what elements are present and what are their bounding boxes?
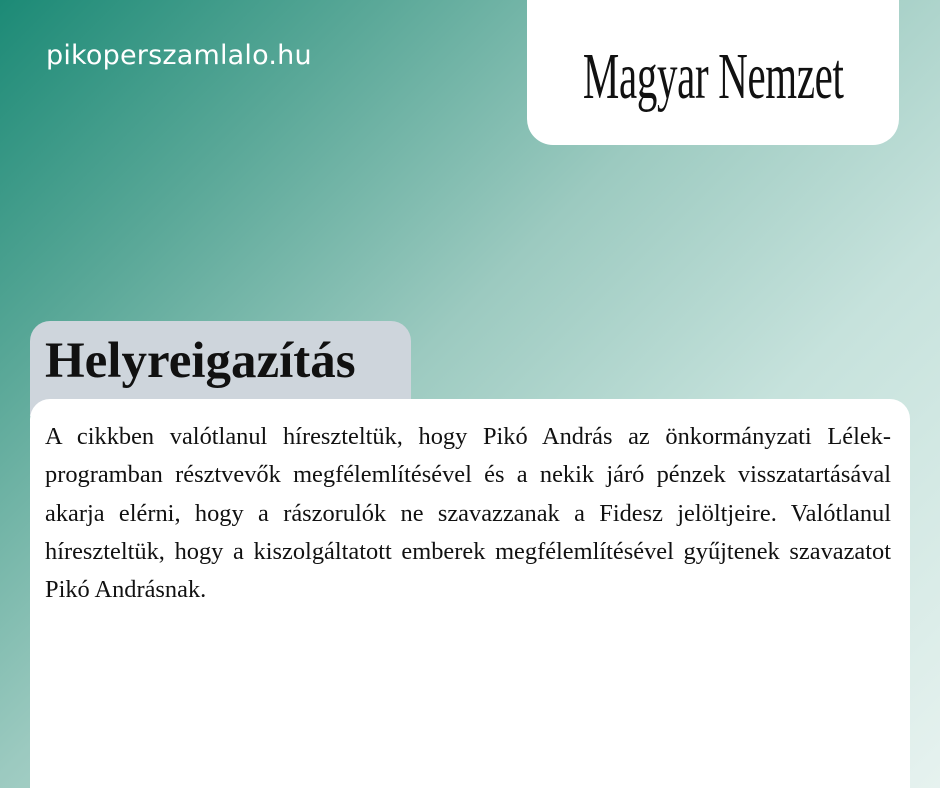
- site-url: pikoperszamlalo.hu: [46, 40, 312, 71]
- logo-card: [527, 0, 899, 145]
- notice-title: Helyreigazítás: [45, 333, 356, 389]
- notice-body: A cikkben valótlanul híreszteltük, hogy Pikó András az önkormányzati Lélek-programban résztvevők megfélemlítésével és a nekik járó pénzek visszatartásával akarja elérni, hogy a rászorulók ne szavazzanak a Fidesz jelöltjeire. Valótlanul híreszteltük, hogy a kiszolgáltatott emberek megfélemlítésével gyűjtenek szavazatot Pikó Andrásnak.: [45, 423, 891, 604]
- content-card: [30, 399, 910, 788]
- magyar-nemzet-logo: Magyar Nemzet: [582, 39, 844, 113]
